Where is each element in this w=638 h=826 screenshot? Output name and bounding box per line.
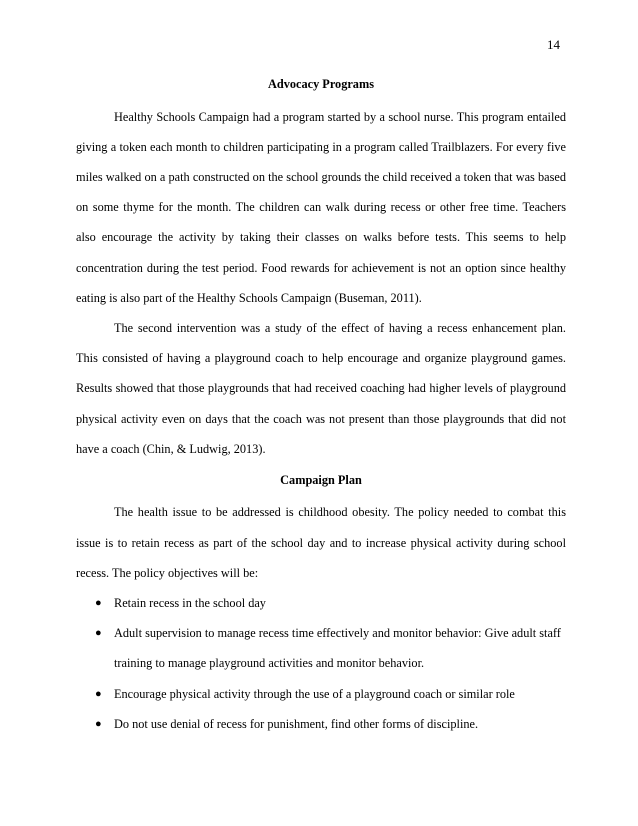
policy-objectives-list <box>76 588 566 739</box>
bullet-icon: ● <box>95 687 102 700</box>
document-body <box>76 68 566 739</box>
list-item <box>76 709 566 739</box>
page-number: 14 <box>547 37 560 52</box>
campaign-paragraph: The health issue to be addressed is childhood obesity. The policy needed to combat this issue is to retain recess as part of the school day and to increase physical activity during school recess. The policy objectives will be: <box>76 505 566 580</box>
bullet-icon: ● <box>95 597 102 610</box>
bullet-icon: ● <box>95 627 102 640</box>
bullet-icon: ● <box>95 717 102 730</box>
objective-text: Do not use denial of recess for punishment, find other forms of discipline. <box>114 716 479 731</box>
advocacy-paragraph-1: Healthy Schools Campaign had a program started by a school nurse. This program entailed giving a token each month to children participating in a program called Trailblazers. For every five miles walked on a path constructed on the school grounds the child received a token that was based on some thyme for the month. The children can walk during recess or other free time. Teachers also encourage the activity by taking their classes on walks before tests. This seems to help concentration during the test period. Food rewards for achievement is not an option since healthy eating is also part of the Healthy Schools Campaign (Buseman, 2011). <box>76 109 566 305</box>
list-item <box>76 679 566 709</box>
objective-text: Encourage physical activity through the use of a playground coach or similar role <box>114 686 515 701</box>
objective-text: Adult supervision to manage recess time effectively and monitor behavior: Give adult staff training to manage playground activities and monitor behavior. <box>114 626 561 671</box>
list-item <box>76 588 566 618</box>
advocacy-paragraph-2: The second intervention was a study of the effect of having a recess enhancement plan. This consisted of having a playground coach to help encourage and organize playground games. Results showed that those playgrounds that had received coaching had higher levels of playground physical activity even on days that the coach was not present than those playgrounds that did not have a coach (Chin, & Ludwig, 2013). <box>76 320 566 456</box>
advocacy-programs-heading: Advocacy Programs <box>268 77 374 91</box>
list-item <box>76 618 566 678</box>
campaign-plan-heading: Campaign Plan <box>280 472 362 487</box>
objective-text: Retain recess in the school day <box>114 596 266 611</box>
